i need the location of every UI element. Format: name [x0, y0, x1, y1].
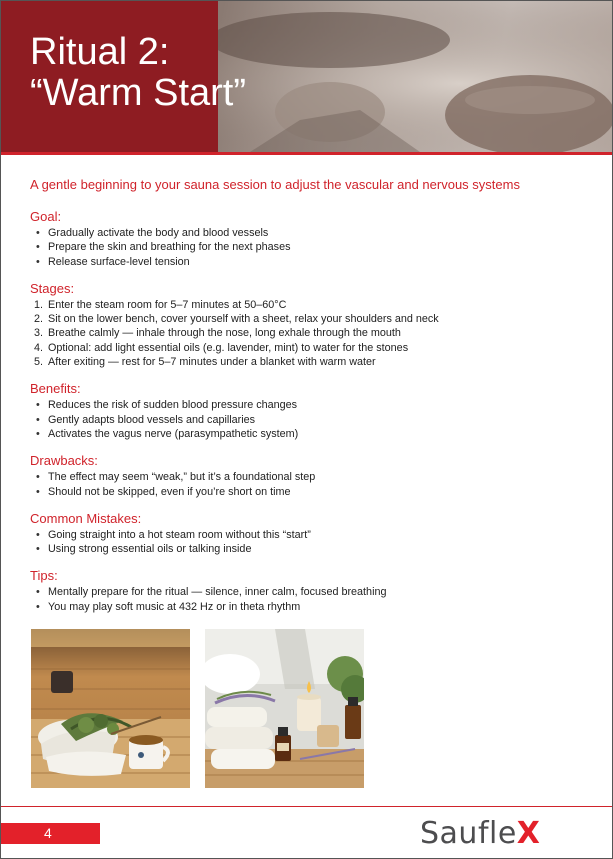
header-banner: [0, 0, 613, 152]
list-text: After exiting — rest for 5–7 minutes under a blanket with warm water: [48, 356, 376, 369]
footer-divider: [0, 806, 613, 807]
list-item: • Going straight into a hot steam room without this “start”: [30, 528, 590, 542]
goal-list: [30, 226, 590, 269]
mistakes-list: [30, 528, 590, 557]
list-number: 5.: [34, 356, 44, 369]
list-number: 3.: [34, 327, 44, 340]
list-item: • Gently adapts blood vessels and capillaries: [30, 413, 590, 427]
spa-still-life-illustration: [205, 629, 364, 788]
list-text: Breathe calmly — inhale through the nose, long exhale through the mouth: [48, 327, 401, 340]
drawbacks-list: [30, 470, 590, 499]
list-item: • Mentally prepare for the ritual — silence, inner calm, focused breathing: [30, 585, 590, 599]
section-heading: Drawbacks:: [30, 453, 98, 469]
list-item: [30, 298, 590, 312]
title-line-2: “Warm Start”: [30, 72, 247, 114]
list-number: 1.: [34, 298, 44, 311]
section-heading: Benefits:: [30, 381, 81, 397]
sauna-bench-photo: [31, 629, 190, 788]
list-number: 2.: [34, 313, 44, 326]
intro-text: A gentle beginning to your sauna session to adjust the vascular and nervous systems: [30, 177, 520, 192]
brand-logo: [420, 816, 540, 852]
list-item: • Activates the vagus nerve (parasympathetic system): [30, 427, 590, 441]
list-item: [30, 355, 590, 369]
sauna-bench-illustration: [31, 629, 190, 788]
section-heading: Goal:: [30, 209, 62, 224]
tips-list: [30, 585, 590, 614]
page-number: 4: [44, 825, 52, 841]
list-item: • Gradually activate the body and blood vessels: [30, 226, 590, 240]
list-number: 4.: [34, 341, 44, 354]
benefits-list: [30, 398, 590, 441]
list-text: Enter the steam room for 5–7 minutes at 50–60°C: [48, 298, 287, 311]
section-goal: [30, 209, 590, 269]
section-heading: Stages:: [30, 280, 75, 296]
spa-still-life-photo: [205, 629, 364, 788]
title-box: [0, 0, 247, 152]
list-item: • Using strong essential oils or talking inside: [30, 542, 590, 556]
list-item: • The effect may seem “weak,” but it’s a foundational step: [30, 470, 590, 484]
list-item: • Release surface-level tension: [30, 255, 590, 269]
title-line-1: Ritual 2:: [30, 31, 170, 73]
main-content: [30, 176, 590, 626]
page-number-tab: [0, 823, 100, 844]
section-benefits: [30, 381, 590, 441]
section-drawbacks: [30, 453, 590, 499]
section-heading: Common Mistakes:: [30, 510, 142, 526]
list-item: • You may play soft music at 432 Hz or in theta rhythm: [30, 600, 590, 614]
list-text: Optional: add light essential oils (e.g. lavender, mint) to water for the stones: [48, 341, 409, 354]
list-text: Sit on the lower bench, cover yourself with a sheet, relax your shoulders and neck: [48, 313, 439, 326]
list-item: • Reduces the risk of sudden blood pressure changes: [30, 398, 590, 412]
section-tips: [30, 568, 590, 614]
logo-text: Saufle: [420, 816, 517, 851]
logo-accent: X: [516, 816, 541, 851]
list-item: [30, 312, 590, 326]
list-item: • Prepare the skin and breathing for the next phases: [30, 240, 590, 254]
header-divider: [0, 152, 613, 155]
stages-list: [30, 298, 590, 369]
section-common-mistakes: [30, 511, 590, 557]
list-item: [30, 326, 590, 340]
page-title: [30, 32, 246, 114]
section-stages: [30, 281, 590, 369]
section-heading: Tips:: [30, 568, 58, 584]
list-item: [30, 341, 590, 355]
list-item: • Should not be skipped, even if you’re short on time: [30, 485, 590, 499]
